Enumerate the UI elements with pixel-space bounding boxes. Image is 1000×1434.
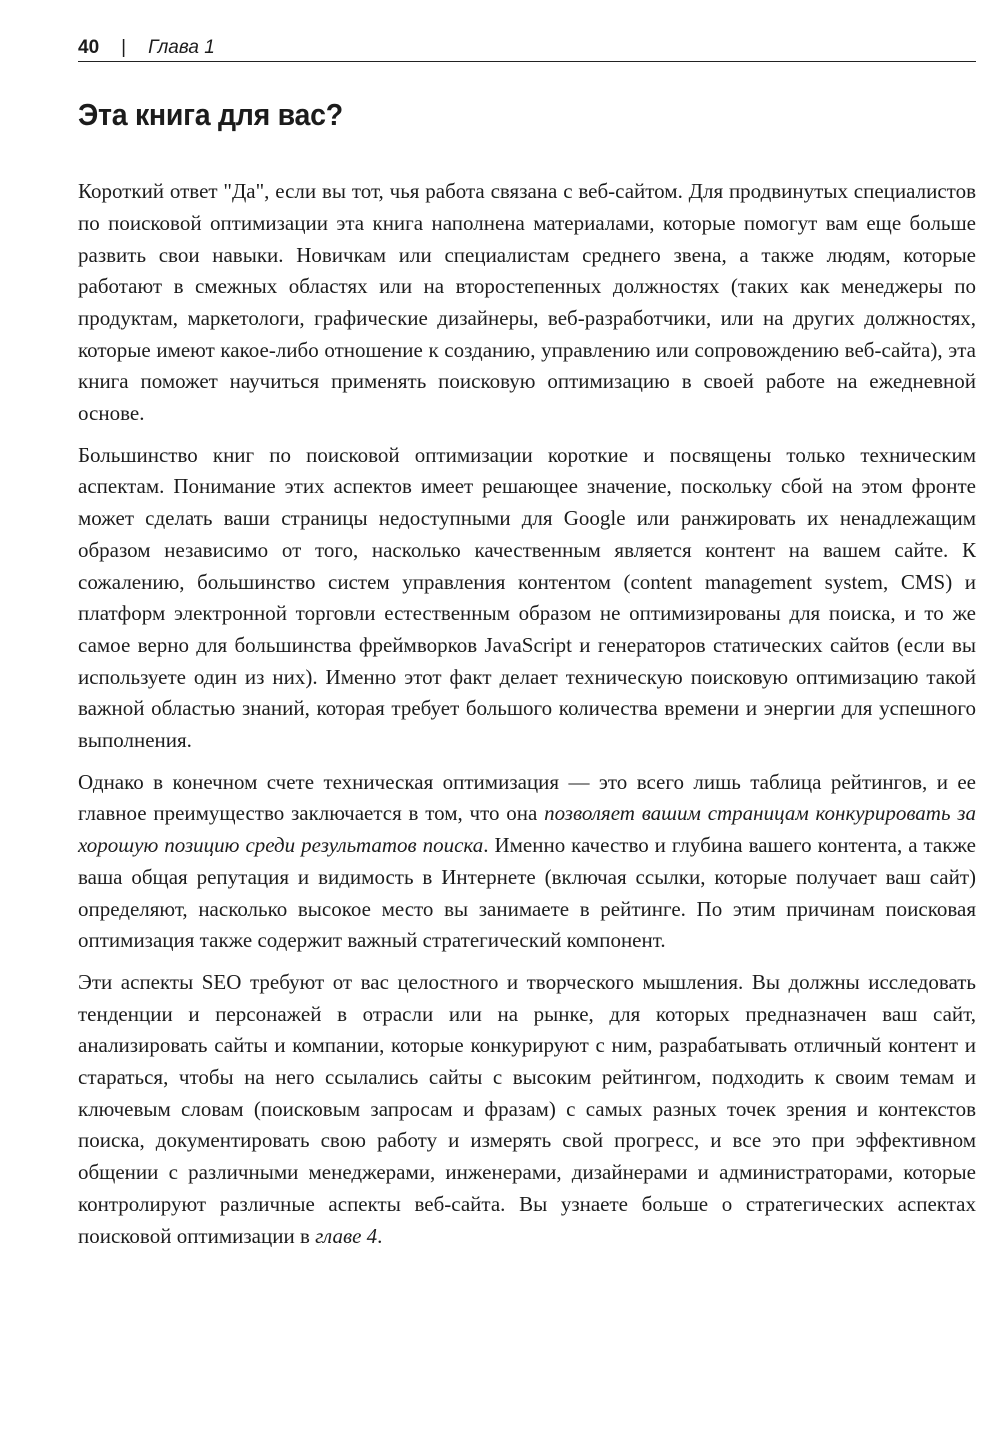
running-header <box>78 34 976 62</box>
paragraph-3-emphasis: позволяет вашим страницам конкурировать за хорошую позицию среди результатов поиска <box>78 801 976 858</box>
header-separator: | <box>121 37 127 58</box>
paragraph-4-text-start: Эти аспекты SEO требуют от вас целостного и творческого мышления. Вы должны исследовать тенденции и персонажей в отрасли или на рынке, для которых предназначен ваш сайт, анализировать сайты и компании, которые конкурируют с ним, разрабатывать отличный контент и стараться, чтобы на него ссылались сайты с высоким рейтингом, подходить к своим темам и ключевым словам (поисковым запросам и фразам) с самых разных точек зрения и контекстов поиска, документировать свою работу и измерять свой прогресс, и все это при эффективном общении с различными менеджерами, инженерами, дизайнерами и администраторами, которые контролируют различные аспекты веб-сайта. Вы узнаете больше о стратегических аспектах поисковой оптимизации в <box>78 969 976 1248</box>
paragraph-3 <box>78 767 976 957</box>
chapter-label: Глава 1 <box>148 37 215 58</box>
paragraph-4 <box>78 967 976 1252</box>
paragraph-4-text-end: . <box>377 1223 383 1248</box>
chapter-reference: главе 4 <box>315 1223 378 1248</box>
paragraph-1: Короткий ответ "Да", если вы тот, чья работа связана с веб-сайтом. Для продвинутых специалистов по поисковой оптимизации эта книга наполнена материалами, которые помогут вам еще больше развить свои навыки. Новичкам или специалистам среднего звена, а также людям, которые работают в смежных областях или на второстепенных должностях (таких как менеджеры по продуктам, маркетологи, графические дизайнеры, веб-разработчики, или на других должностях, которые имеют какое-либо отношение к созданию, управлению или сопровождению веб-сайта), эта книга поможет научиться применять поисковую оптимизацию в своей работе на ежедневной основе. <box>78 179 976 426</box>
book-page <box>78 34 976 1262</box>
paragraph-3-text-start: Однако в конечном счете техническая оптимизация — это всего лишь таблица рейтингов, и ее главное преимущество заключается в том, что она <box>78 769 976 826</box>
section-title: Эта книга для вас? <box>78 97 343 132</box>
page-number: 40 <box>78 37 100 58</box>
paragraph-2: Большинство книг по поисковой оптимизации короткие и посвящены только техническим аспектам. Понимание этих аспектов имеет решающее значение, поскольку сбой на этом фронте может сделать ваши страницы недоступными для Google или ранжировать их ненадлежащим образом независимо от того, насколько качественным является контент на вашем сайте. К сожалению, большинство систем управления контентом (content management system, CMS) и платформ электронной торговли естественным образом не оптимизированы для поиска, и то же самое верно для большинства фреймворков JavaScript и генераторов статических сайтов (если вы используете один из них). Именно этот факт делает техническую поисковую оптимизацию такой важной областью знаний, которая требует большого количества времени и энергии для успешного выполнения. <box>78 442 976 753</box>
paragraph-3-text-end: . Именно качество и глубина вашего контента, а также ваша общая репутация и видимость в Интернете (включая ссылки, которые получает ваш сайт) определяют, насколько высокое место вы занимаете в рейтинге. По этим причинам поисковая оптимизация также содержит важный стратегический компонент. <box>78 833 976 953</box>
body-text <box>78 176 976 1252</box>
